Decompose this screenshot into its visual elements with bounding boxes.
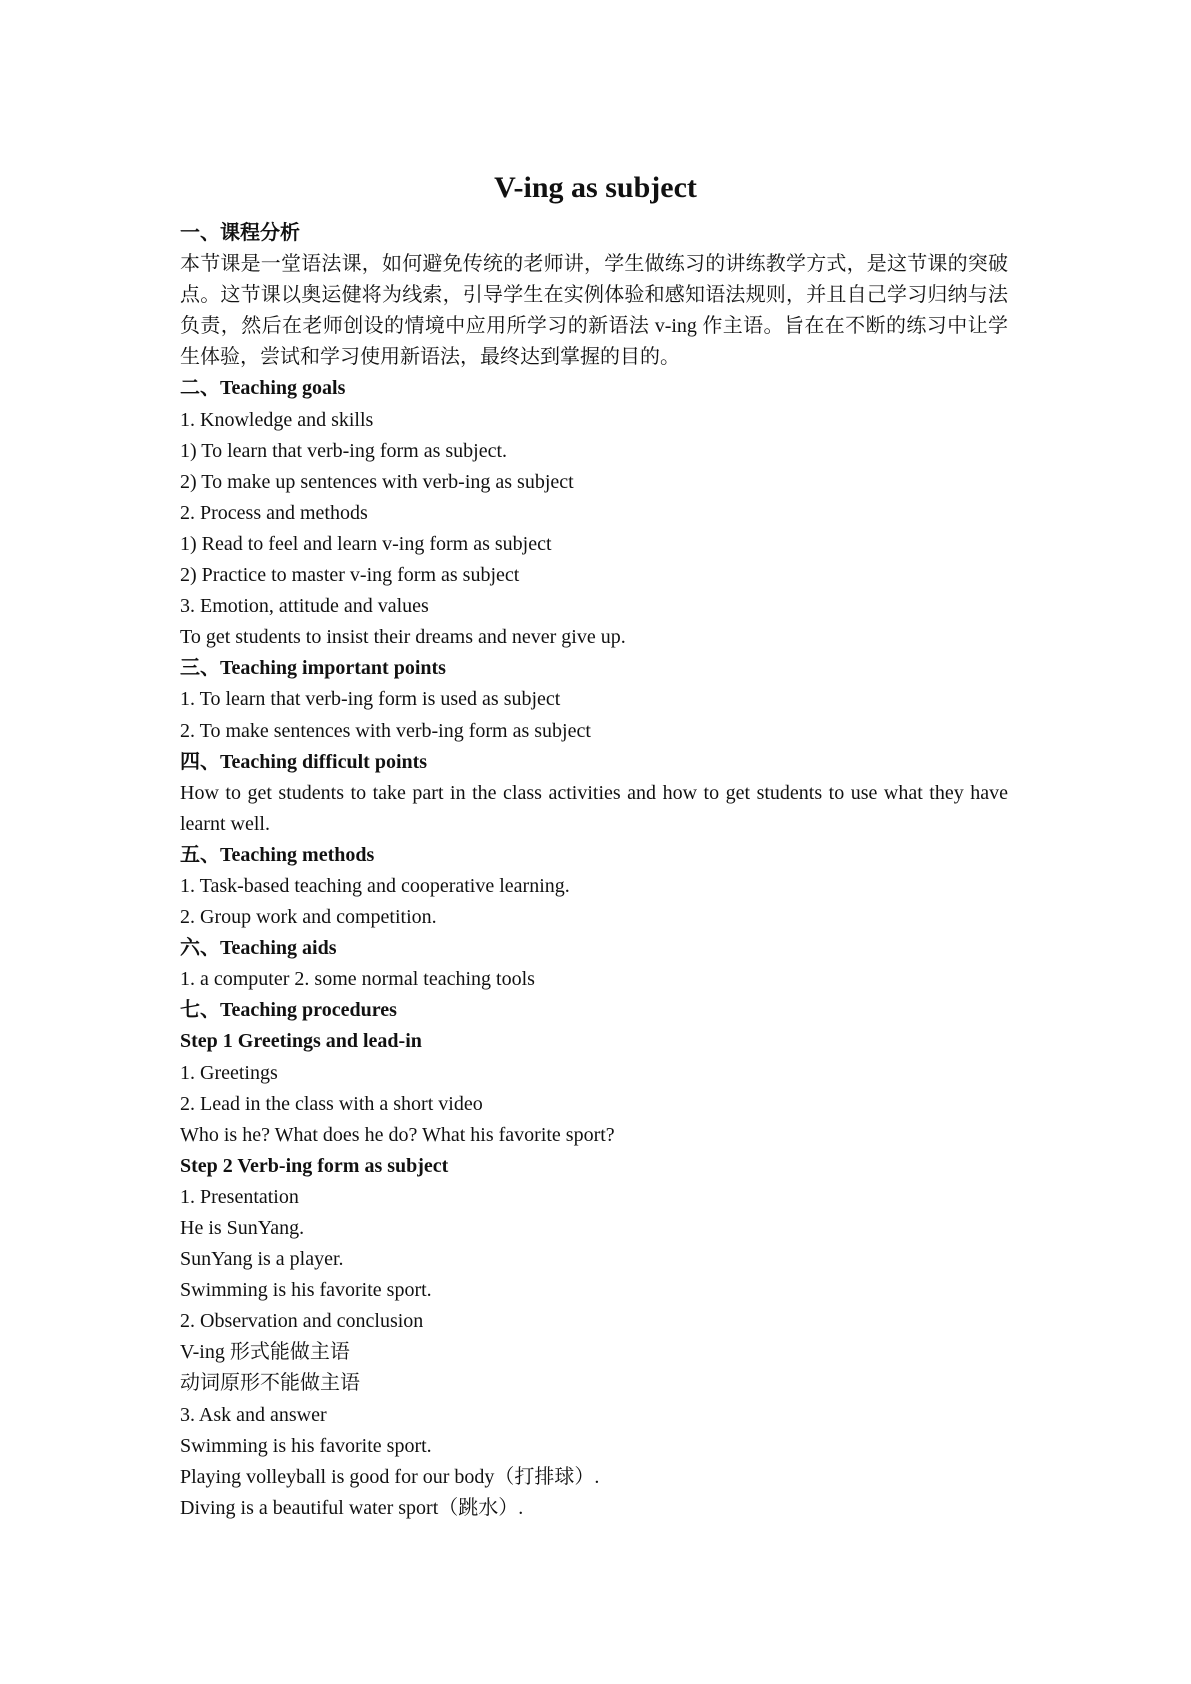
text-line: Who is he? What does he do? What his favorite sport? — [180, 1123, 615, 1146]
text-line: 1) Read to feel and learn v-ing form as subject — [180, 532, 552, 555]
text-line: 1. Knowledge and skills — [180, 408, 374, 431]
text-line: Diving is a beautiful water sport（跳水）. — [180, 1496, 524, 1519]
section-heading: 五、Teaching methods — [180, 843, 375, 866]
text-line: Playing volleyball is good for our body（打排球）. — [180, 1465, 600, 1488]
document-title: V-ing as subject — [494, 171, 697, 204]
text-line: SunYang is a player. — [180, 1248, 344, 1271]
text-line: 2. Observation and conclusion — [180, 1310, 424, 1333]
text-line: 2. Group work and competition. — [180, 906, 437, 929]
section-heading: 三、Teaching important points — [180, 657, 446, 680]
section-heading: 四、Teaching difficult points — [180, 750, 428, 773]
text-line: V-ing 形式能做主语 — [180, 1341, 350, 1364]
text-line: 2. To make sentences with verb-ing form as subject — [180, 719, 591, 742]
text-line: 1. Task-based teaching and cooperative learning. — [180, 874, 570, 897]
section-heading: 二、Teaching goals — [180, 377, 346, 400]
text-line: Swimming is his favorite sport. — [180, 1434, 432, 1457]
text-line: 3. Emotion, attitude and values — [180, 595, 429, 618]
section-heading: Step 2 Verb-ing form as subject — [180, 1154, 449, 1177]
section-heading: 一、课程分析 — [180, 222, 300, 244]
text-line: Swimming is his favorite sport. — [180, 1279, 432, 1302]
section-heading: Step 1 Greetings and lead-in — [180, 1030, 422, 1053]
text-line: 1. Presentation — [180, 1185, 299, 1208]
paragraph: 本节课是一堂语法课，如何避免传统的老师讲，学生做练习的讲练教学方式，是这节课的突破点。这节课以奥运健将为线索，引导学生在实例体验和感知语法规则，并且自己学习归纳与法负责，然后在老师创设的情境中应用所学习的新语法 v-ing 作主语。旨在在不断的练习中让学生体验，尝试和学习使用新语法，最终达到掌握的目的。 — [180, 253, 1008, 369]
text-line: 3. Ask and answer — [180, 1403, 327, 1426]
text-line: 1. To learn that verb-ing form is used as subject — [180, 688, 561, 711]
section-heading: 六、Teaching aids — [180, 937, 337, 960]
text-line: To get students to insist their dreams and never give up. — [180, 626, 626, 649]
text-line: 动词原形不能做主语 — [180, 1372, 360, 1395]
text-line: 2. Process and methods — [180, 501, 368, 524]
text-line: 1) To learn that verb-ing form as subject. — [180, 439, 508, 462]
text-line: 2) Practice to master v-ing form as subject — [180, 564, 520, 587]
text-line: 2) To make up sentences with verb-ing as subject — [180, 470, 574, 493]
document-body — [180, 218, 1008, 1524]
text-line: 1. Greetings — [180, 1061, 278, 1084]
section-heading: 七、Teaching procedures — [180, 999, 397, 1022]
text-line: 2. Lead in the class with a short video — [180, 1092, 483, 1115]
paragraph: How to get students to take part in the class activities and how to get students to use what they have learnt well. — [180, 781, 1008, 835]
text-line: He is SunYang. — [180, 1217, 305, 1239]
text-line: 1. a computer 2. some normal teaching tools — [180, 968, 535, 991]
